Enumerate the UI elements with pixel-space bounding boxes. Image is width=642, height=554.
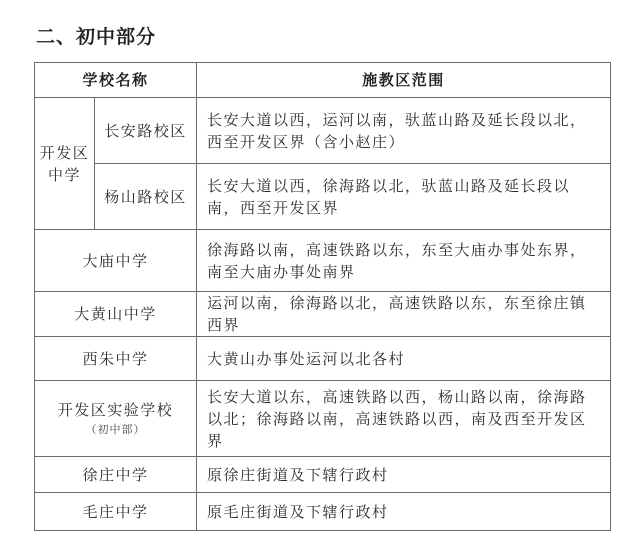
- section-heading: 二、初中部分: [36, 26, 157, 48]
- school-name: 大黄山中学: [35, 292, 197, 337]
- group-school-name: [35, 98, 95, 230]
- school-name: 徐庄中学: [35, 457, 197, 493]
- table-row: [35, 164, 611, 230]
- school-district-table: [34, 62, 611, 531]
- school-area: 原徐庄街道及下辖行政村: [197, 457, 611, 493]
- table-row: [35, 292, 611, 337]
- school-area: 徐海路以南，高速铁路以东，东至大庙办事处东界，南至大庙办事处南界: [197, 230, 611, 292]
- school-area: 大黄山办事处运河以北各村: [197, 337, 611, 381]
- header-school-name: 学校名称: [35, 63, 197, 98]
- school-name-note: （初中部）: [85, 422, 146, 436]
- school-name: 毛庄中学: [35, 493, 197, 531]
- table-row: [35, 98, 611, 164]
- table-row: [35, 381, 611, 457]
- school-name: 大庙中学: [35, 230, 197, 292]
- table-row: [35, 457, 611, 493]
- school-area: 运河以南，徐海路以北，高速铁路以东，东至徐庄镇西界: [197, 292, 611, 337]
- campus-area: 长安大道以西，运河以南，驮蓝山路及延长段以北，西至开发区界（含小赵庄）: [197, 98, 611, 164]
- school-name: 开发区实验学校: [57, 400, 174, 419]
- table-header-row: [35, 63, 611, 98]
- header-area: 施教区范围: [197, 63, 611, 98]
- school-name-cell: [35, 381, 197, 457]
- campus-name: 杨山路校区: [95, 164, 197, 230]
- school-name: 西朱中学: [35, 337, 197, 381]
- table-row: [35, 337, 611, 381]
- group-school-name-line1: 开发区: [39, 143, 90, 162]
- table-row: [35, 230, 611, 292]
- school-area: 原毛庄街道及下辖行政村: [197, 493, 611, 531]
- group-school-name-line2: 中学: [47, 165, 81, 184]
- school-area: 长安大道以东，高速铁路以西，杨山路以南，徐海路以北；徐海路以南，高速铁路以西，南及西至开发区界: [197, 381, 611, 457]
- campus-area: 长安大道以西，徐海路以北，驮蓝山路及延长段以南，西至开发区界: [197, 164, 611, 230]
- table-row: [35, 493, 611, 531]
- campus-name: 长安路校区: [95, 98, 197, 164]
